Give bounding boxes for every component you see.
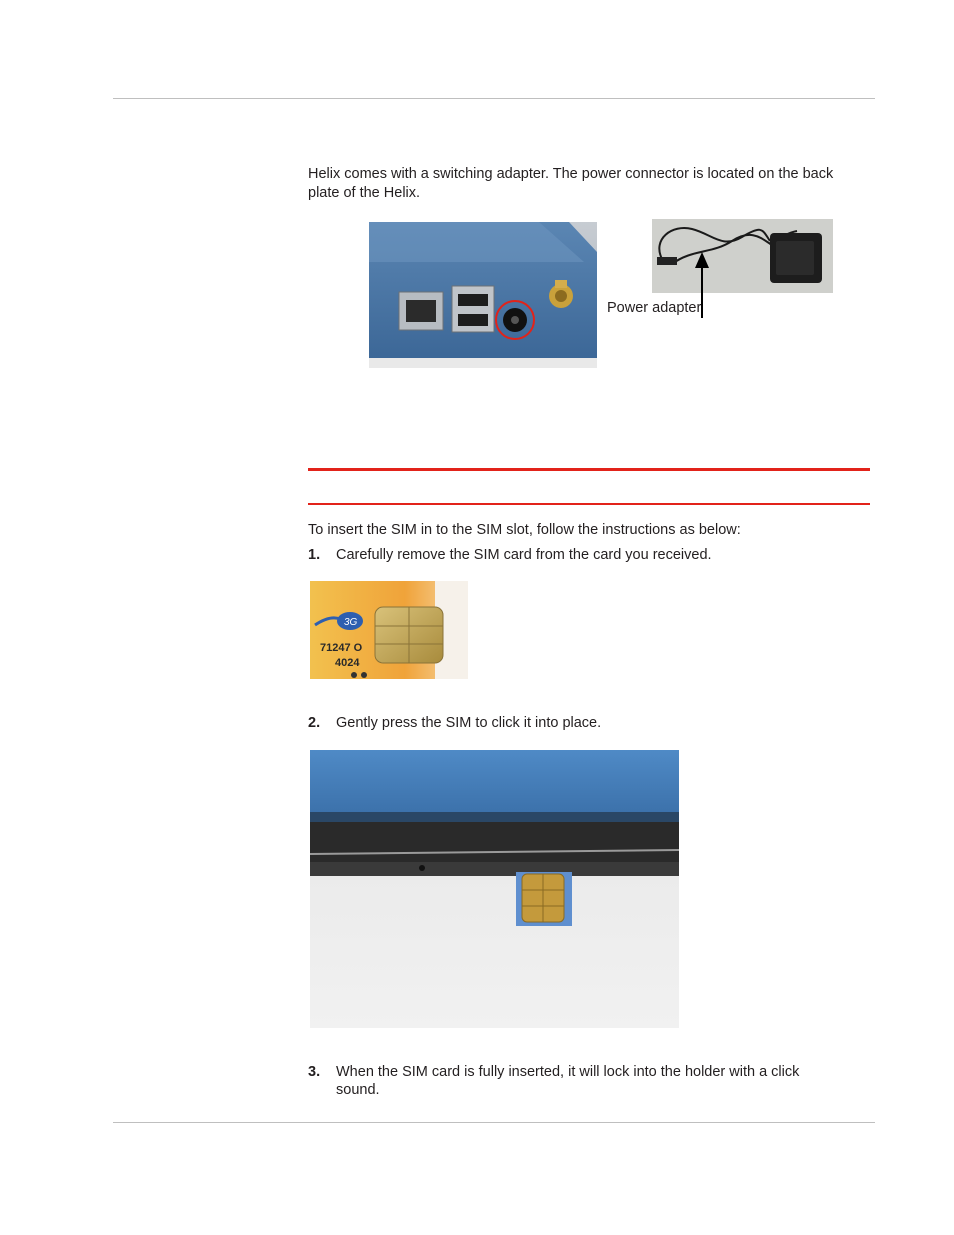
header-rule [113, 98, 875, 99]
intro-line-2: plate of the Helix. [308, 185, 421, 201]
step-text-line-2: sound. [336, 1082, 380, 1098]
sim-card-photo [310, 581, 468, 679]
step-text-line-1: When the SIM card is fully inserted, it will lock into the holder with a click [336, 1064, 800, 1080]
section-rule-bottom [308, 503, 870, 505]
power-adapter-caption: Power adapter [607, 300, 702, 316]
sim-badge: 3G [344, 617, 358, 628]
step-text [336, 1063, 868, 1099]
footer-rule [113, 1122, 875, 1123]
sim-intro: To insert the SIM in to the SIM slot, follow the instructions as below: [308, 522, 741, 538]
sim-code-1: 71247 O [320, 642, 363, 654]
intro-paragraph [308, 165, 878, 203]
power-adapter-photo [652, 219, 833, 293]
section-rule-top [308, 468, 870, 471]
step-number: 2. [308, 715, 321, 731]
step-number: 3. [308, 1064, 321, 1080]
intro-line-1: Helix comes with a switching adapter. The power connector is located on the back [308, 166, 834, 182]
step-number: 1. [308, 547, 321, 563]
sim-insert-photo [310, 750, 679, 1028]
step-text: Gently press the SIM to click it into place. [336, 715, 602, 731]
sim-code-2: 4024 [335, 657, 360, 669]
step-text: Carefully remove the SIM card from the card you received. [336, 547, 712, 563]
back-panel-photo [369, 222, 597, 368]
